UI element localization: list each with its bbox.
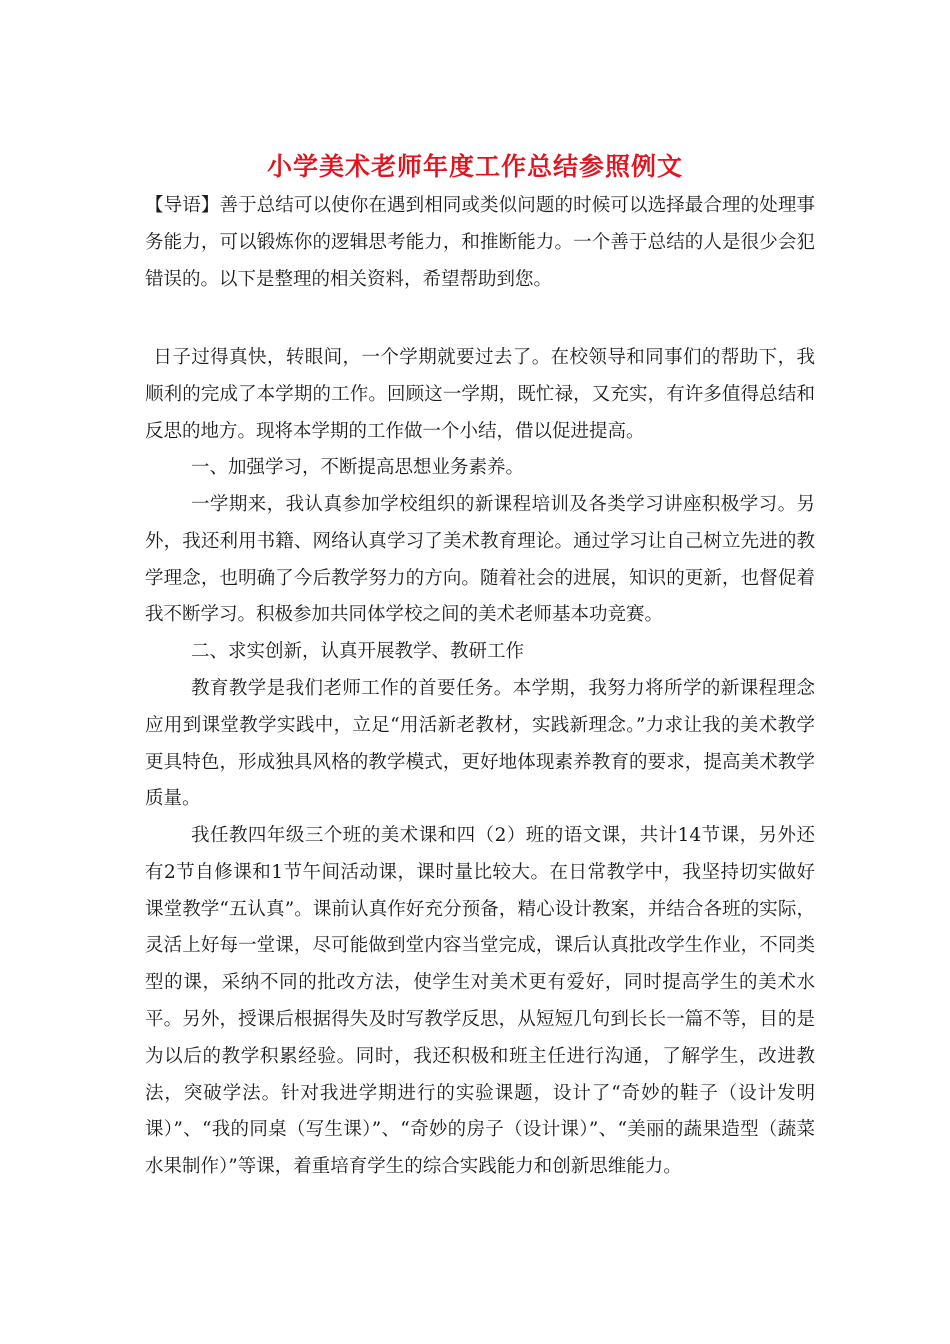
section-heading-2: 二、求实创新，认真开展教学、教研工作 [191, 641, 525, 662]
paragraph-opening [145, 340, 815, 450]
document-title: 小学美术老师年度工作总结参照例文 [266, 152, 683, 181]
paragraph-opening-text: 日子过得真快，转眼间，一个学期就要过去了。在校领导和同事们的帮助下，我顺利的完成了本学期的工作。回顾这一学期，既忙禄，又充实，有许多值得总结和反思的地方。现将本学期的工作做一个小结，借以促进提高。 [145, 347, 815, 442]
paragraph-classes: 我任教四年级三个班的美术课和四（2）班的语文课，共计14节课，另外还有2节自修课和1节午间活动课，课时量比较大。在日常教学中，我坚持切实做好课堂教学“五认真”。课前认真作好充分预备，精心设计教案，并结合各班的实际，灵活上好每一堂课，尽可能做到堂内容当堂完成，课后认真批改学生作业，不同类型的课，采纳不同的批改方法，使学生对美术更有爱好，同时提高学生的美术水平。另外，授课后根据得失及时写教学反思，从短短几句到长长一篇不等，目的是为以后的教学积累经验。同时，我还积极和班主任进行沟通，了解学生，改进教法，突破学法。针对我进学期进行的实验课题，设计了“奇妙的鞋子（设计发明课）”、“我的同桌（写生课）”、“奇妙的房子（设计课）”、“美丽的蔬果造型（蔬菜水果制作）”等课，着重培育学生的综合实践能力和创新思维能力。 [145, 825, 815, 1178]
intro-paragraph: 【导语】善于总结可以使你在遇到相同或类似问题的时候可以选择最合理的处理事务能力，可以锻炼你的逻辑思考能力，和推断能力。一个善于总结的人是很少会犯错误的。以下是整理的相关资料，希望帮助到您。 [145, 195, 815, 290]
section-heading-1: 一、加强学习，不断提高思想业务素养。 [191, 457, 525, 478]
paragraph-study: 一学期来，我认真参加学校组织的新课程培训及各类学习讲座积极学习。另外，我还利用书籍、网络认真学习了美术教育理论。通过学习让自己树立先进的教学理念，也明确了今后教学努力的方向。随着社会的进展，知识的更新，也督促着我不断学习。积极参加共同体学校之间的美术老师基本功竞赛。 [145, 494, 815, 626]
paragraph-teaching: 教育教学是我们老师工作的首要任务。本学期，我努力将所学的新课程理念应用到课堂教学实践中，立足“用活新老教材，实践新理念。”力求让我的美术教学更具特色，形成独具风格的教学模式，更好地体现素养教育的要求，提高美术教学质量。 [145, 678, 815, 810]
